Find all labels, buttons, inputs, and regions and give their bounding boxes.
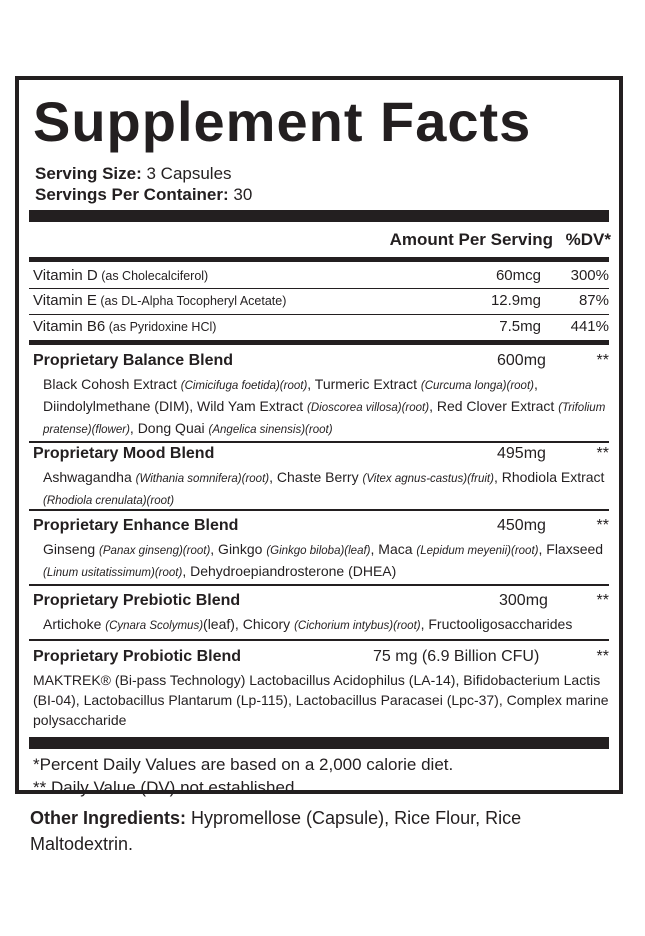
blend-amount: 600mg — [497, 352, 546, 369]
blend-mood — [33, 445, 609, 507]
blend-ingredients — [33, 670, 609, 730]
amount-per-serving-header: Amount Per Serving — [389, 230, 553, 249]
ingredient-text: , Ginkgo — [210, 541, 267, 557]
ingredient-text: , Red Clover Extract — [429, 398, 559, 414]
blend-dv: ** — [596, 445, 609, 462]
ingredient-text: (leaf), Chicory — [203, 616, 295, 632]
vitamin-name: Vitamin B6 — [33, 318, 106, 335]
medium-divider — [29, 257, 609, 262]
vitamin-amount: 12.9mg — [490, 292, 541, 309]
not-established-footnote: ** Daily Value (DV) not established. — [33, 778, 300, 797]
vitamin-amount: 60mcg — [495, 267, 541, 284]
blend-ingredients — [43, 614, 609, 636]
vitamin-name-cell — [33, 264, 208, 288]
ingredient-latin-name: (Cynara Scolymus) — [105, 620, 204, 632]
blend-probiotic — [33, 648, 609, 738]
vitamin-name: Vitamin E — [33, 292, 97, 309]
vitamin-name: Vitamin D — [33, 267, 98, 284]
ingredient-latin-name: (Linum usitatissimum)(root) — [43, 567, 183, 579]
blend-ingredients — [43, 374, 609, 440]
ingredient-text: , Diindolylmethane (DIM), Wild Yam Extract — [43, 376, 538, 414]
supplement-facts-panel — [15, 76, 623, 797]
ingredient-text: MAKTREK® (Bi-pass Technology) Lactobacillus Acidophilus (LA-14), Bifidobacterium Lactis (BI-04), Lactobacillus Plantarum (Lp-115), Lactobacillus Paracasei (Lpc-37), Complex marine polysaccharide — [33, 672, 609, 728]
ingredient-text: , Rhodiola Extract — [493, 469, 605, 485]
vitamin-row — [33, 315, 609, 339]
row-divider — [29, 509, 609, 511]
ingredient-latin-name: (Dioscorea villosa)(root) — [307, 402, 430, 414]
ingredient-text: Ginseng — [43, 541, 100, 557]
serving-size-label: Serving Size: — [35, 164, 142, 183]
blend-name: Proprietary Mood Blend — [33, 445, 215, 462]
row-divider — [29, 639, 609, 641]
blend-dv: ** — [596, 352, 609, 369]
vitamin-dv: 441% — [570, 318, 609, 335]
blend-ingredients — [43, 467, 609, 511]
thick-divider — [29, 210, 609, 222]
ingredient-text: Black Cohosh Extract — [43, 376, 181, 392]
ingredient-latin-name: (Panax ginseng)(root) — [99, 545, 211, 557]
ingredient-latin-name: (Withania somnifera)(root) — [135, 473, 270, 485]
vitamin-row — [33, 289, 609, 313]
ingredient-latin-name: (Angelica sinensis)(root) — [208, 424, 333, 436]
servings-per-container-label: Servings Per Container: — [35, 185, 229, 204]
blend-amount: 75 mg (6.9 Billion CFU) — [373, 648, 540, 665]
ingredient-text: , Dehydroepiandrosterone (DHEA) — [182, 563, 397, 579]
dv-footnote: *Percent Daily Values are based on a 2,000 calorie diet. — [33, 755, 454, 774]
blend-name: Proprietary Prebiotic Blend — [33, 592, 241, 609]
ingredient-text: , Turmeric Extract — [307, 376, 421, 392]
ingredient-text: , Maca — [370, 541, 417, 557]
other-ingredients — [30, 805, 590, 857]
ingredient-text: , Dong Quai — [129, 420, 209, 436]
ingredient-text: , Chaste Berry — [269, 469, 363, 485]
ingredient-text: Artichoke — [43, 616, 106, 632]
vitamin-row — [33, 264, 609, 288]
blend-dv: ** — [596, 517, 609, 534]
ingredient-latin-name: (Vitex agnus-castus)(fruit) — [362, 473, 494, 485]
servings-per-container-value: 30 — [228, 185, 253, 204]
ingredient-latin-name: (Rhodiola crenulata)(root) — [43, 495, 175, 507]
serving-size — [35, 164, 232, 184]
blend-dv: ** — [596, 648, 609, 665]
ingredient-text: , Flaxseed — [538, 541, 604, 557]
dv-header: %DV* — [565, 230, 611, 249]
blend-prebiotic — [33, 592, 609, 636]
ingredient-text: Ashwagandha — [43, 469, 136, 485]
vitamin-detail: (as DL-Alpha Tocopheryl Acetate) — [96, 294, 287, 308]
blend-amount: 300mg — [499, 592, 548, 609]
ingredient-latin-name: (Cichorium intybus)(root) — [294, 620, 421, 632]
vitamin-amount: 7.5mg — [499, 318, 541, 335]
other-ingredients-text: Hypromellose (Capsule), Rice Flour, Rice Maltodextrin. — [30, 808, 522, 854]
servings-per-container — [35, 185, 252, 205]
other-ingredients-label: Other Ingredients: — [30, 808, 187, 828]
blend-name: Proprietary Balance Blend — [33, 352, 234, 369]
thick-divider — [29, 737, 609, 749]
row-divider — [29, 441, 609, 443]
vitamin-detail: (as Cholecalciferol) — [97, 269, 209, 283]
ingredient-latin-name: (Ginkgo biloba)(leaf) — [266, 545, 371, 557]
blend-ingredients — [43, 539, 609, 583]
vitamin-dv: 300% — [570, 267, 609, 284]
medium-divider — [29, 340, 609, 345]
blend-balance — [33, 352, 609, 442]
blend-amount: 450mg — [497, 517, 546, 534]
ingredient-latin-name: (Cimicifuga foetida)(root) — [180, 380, 308, 392]
ingredient-latin-name: (Trifolium pratense)(flower) — [43, 402, 606, 436]
blend-dv: ** — [596, 592, 609, 609]
ingredient-text: , Fructooligosaccharides — [420, 616, 573, 632]
blend-amount: 495mg — [497, 445, 546, 462]
vitamin-name-cell — [33, 315, 216, 339]
ingredient-latin-name: (Curcuma longa)(root) — [420, 380, 534, 392]
blend-name: Proprietary Probiotic Blend — [33, 648, 242, 665]
serving-size-value: 3 Capsules — [141, 164, 232, 183]
blend-name: Proprietary Enhance Blend — [33, 517, 239, 534]
row-divider — [29, 584, 609, 586]
vitamin-name-cell — [33, 289, 286, 313]
vitamin-detail: (as Pyridoxine HCl) — [105, 320, 217, 334]
ingredient-latin-name: (Lepidum meyenii)(root) — [416, 545, 539, 557]
vitamin-dv: 87% — [578, 292, 609, 309]
blend-enhance — [33, 517, 609, 579]
panel-title: Supplement Facts — [33, 90, 532, 153]
